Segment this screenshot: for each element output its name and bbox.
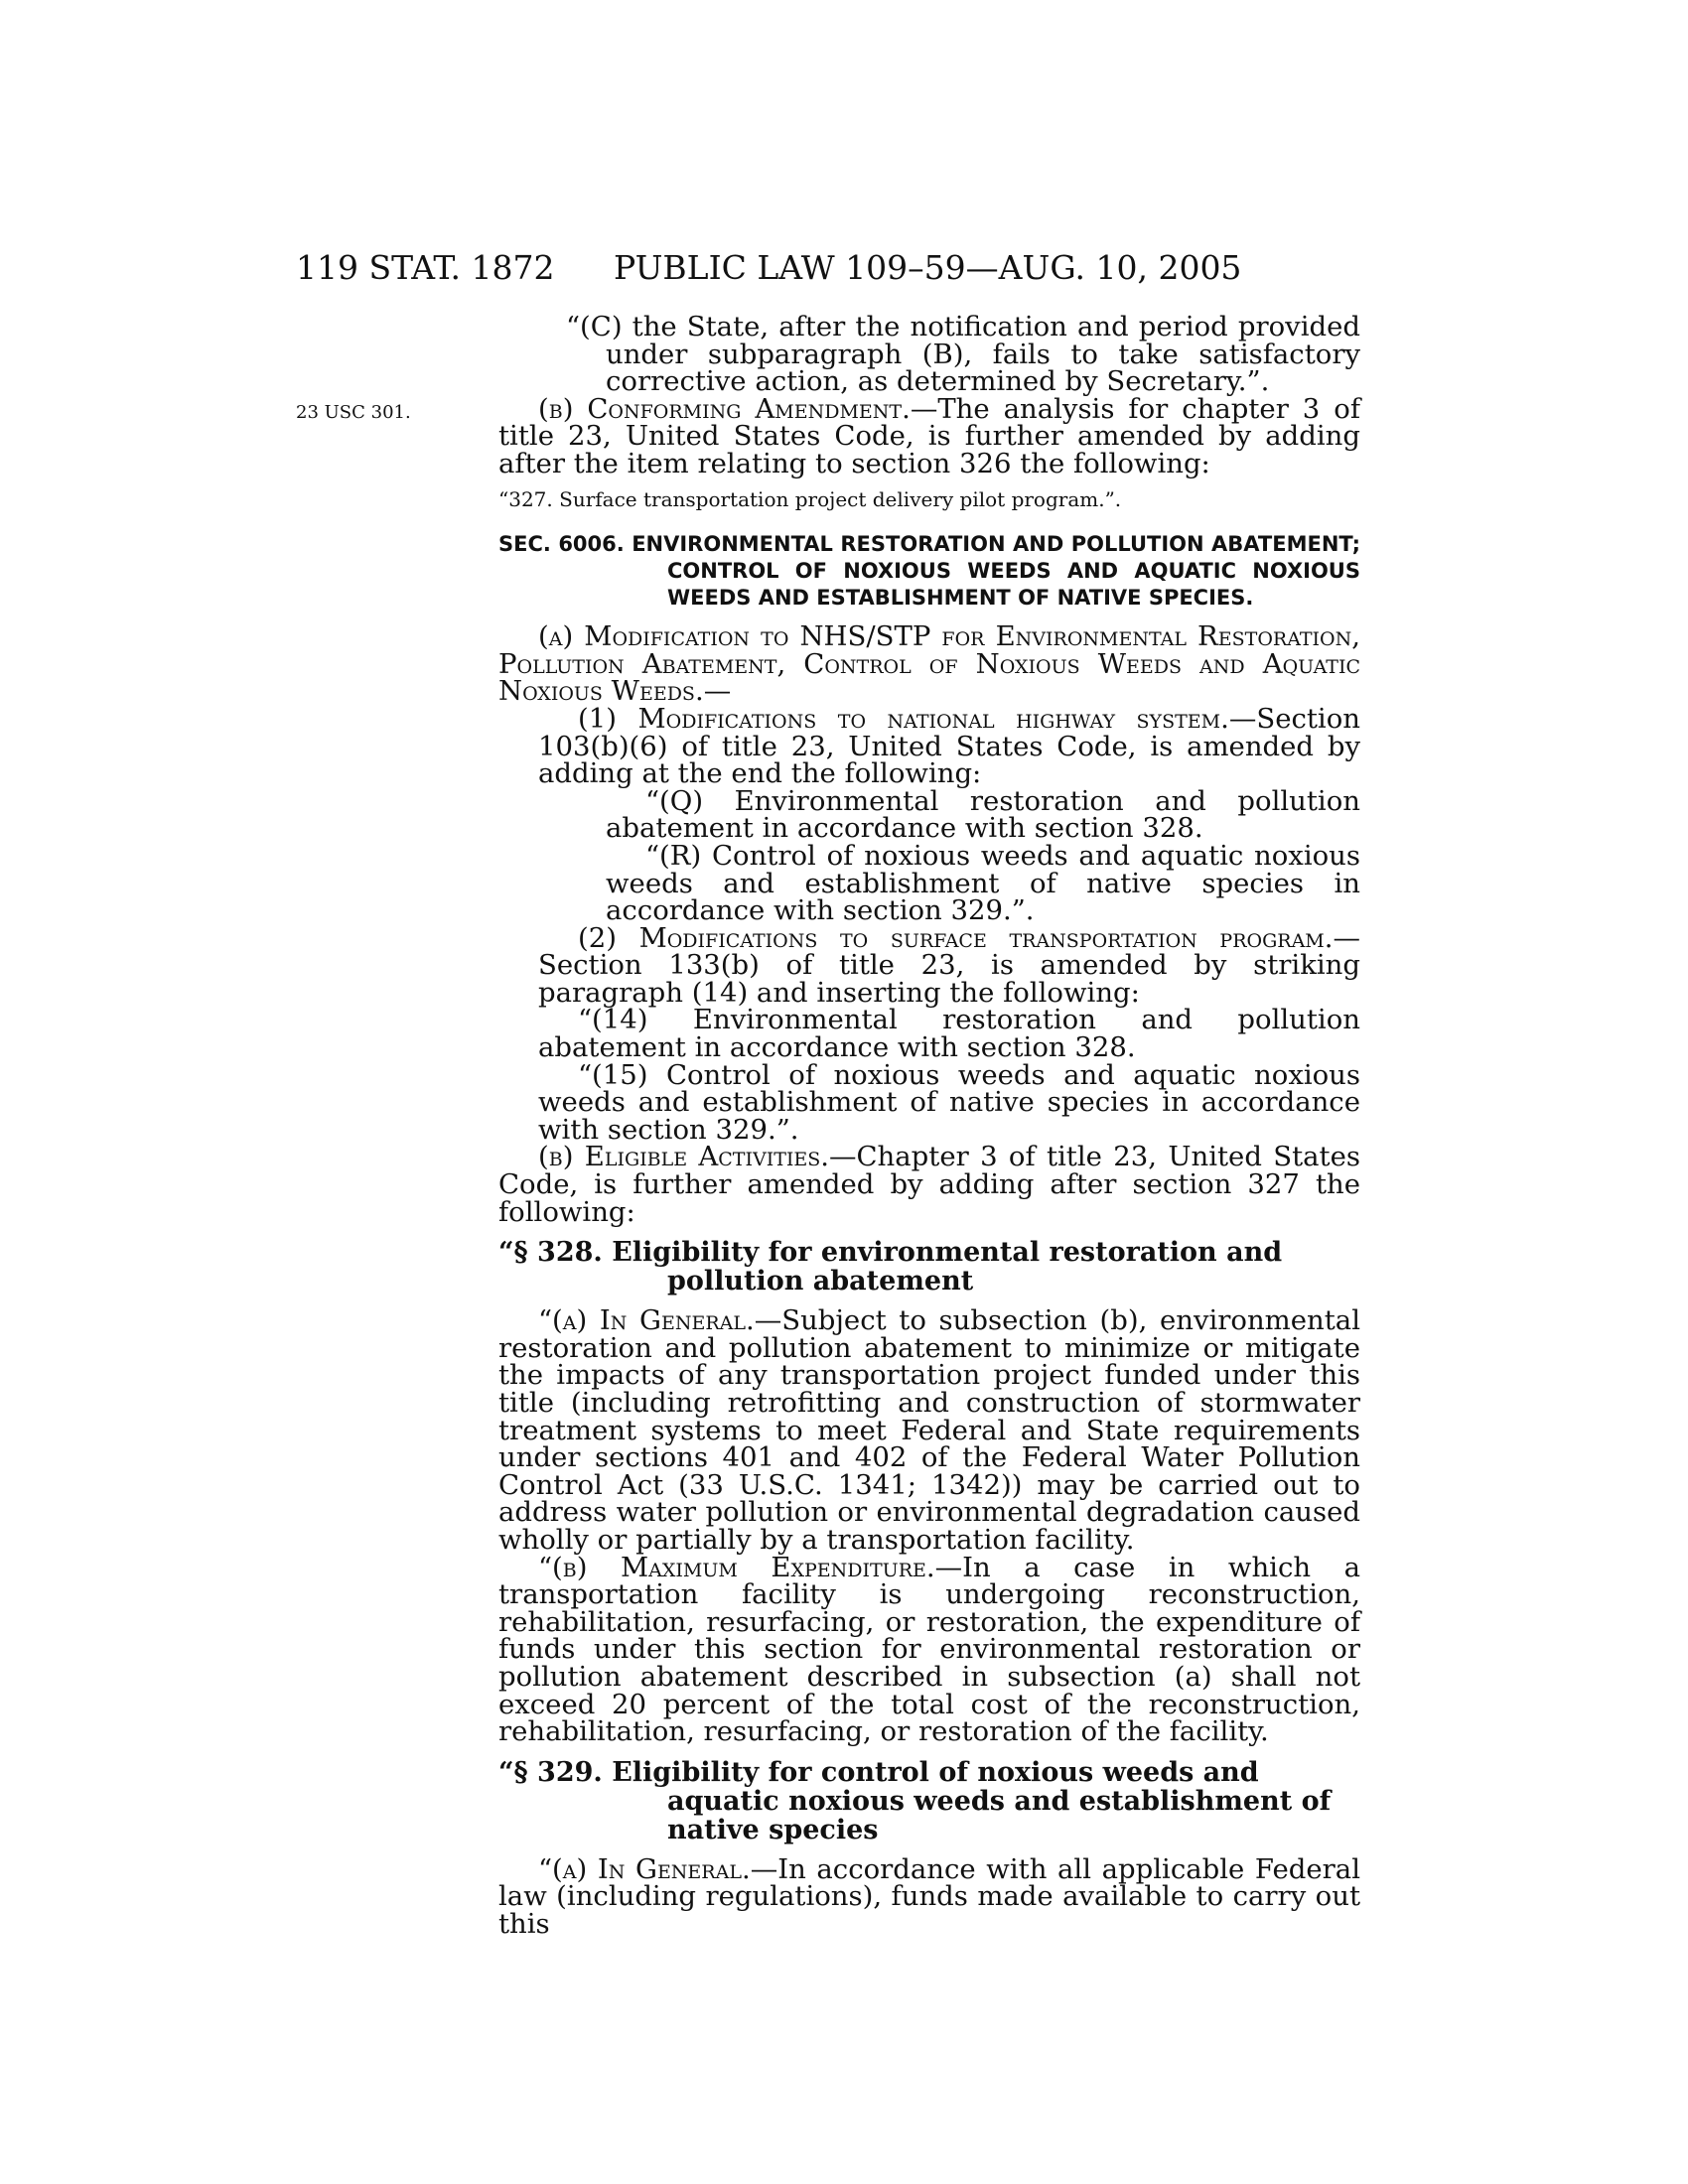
- section-329-subsection-a: [498, 1852, 1360, 1940]
- subsection-lead: (b) Conforming Amendment.: [538, 392, 911, 425]
- subsection-a: [498, 620, 1360, 708]
- subsection-lead: (a) Modification to NHS/STP for Environmental Restoration, Pollution Abatement, Control of Noxious Weeds and Aquatic Noxious Weeds.: [498, 620, 1360, 708]
- running-head-title: PUBLIC LAW 109–59—AUG. 10, 2005: [614, 248, 1242, 287]
- section-328-heading: “§ 328. Eligibility for environmental restoration and pollution abatement: [498, 1237, 1283, 1297]
- quoted-paragraph-15: “(15) Control of noxious weeds and aquatic noxious weeds and establishment of native species in accordance with section 329.”.: [538, 1058, 1360, 1146]
- section-328-subsection-a: [498, 1304, 1360, 1556]
- subsection-b: [498, 1141, 1360, 1228]
- quoted-subparagraph-q: “(Q) Environmental restoration and pollution abatement in accordance with section 328.: [606, 784, 1360, 845]
- paragraph-conforming-amendment: [498, 392, 1360, 479]
- paragraph-text: —Section 133(b) of title 23, is amended by striking paragraph (14) and inserting the following:: [538, 921, 1360, 1009]
- subsection-lead: “(b) Maximum Expenditure.: [538, 1551, 935, 1583]
- paragraph-lead: (2) Modifications to surface transportation program.: [578, 921, 1334, 954]
- running-head-stat: 119 STAT. 1872: [296, 248, 555, 287]
- toc-item: “327. Surface transportation project delivery pilot program.”.: [498, 486, 1122, 511]
- margin-note: 23 USC 301.: [296, 402, 411, 423]
- section-328-subsection-b: [498, 1551, 1361, 1748]
- subsection-text: —: [703, 675, 732, 708]
- subsection-text: —In a case in which a transportation facility is undergoing reconstruction, rehabilitation, resurfacing, or restoration, the expenditure of funds under this section for environmental restoration or pollution abatement described in subsection (a) shall not exceed 20 percent of the total cost of the reconstruction, rehabilitation, resurfacing, or restoration of the facility.: [498, 1551, 1361, 1748]
- paragraph-lead: (1) Modifications to national highway system.: [578, 702, 1229, 735]
- paragraph-text: —Section 103(b)(6) of title 23, United States Code, is amended by adding at the end the following:: [538, 702, 1360, 790]
- quoted-subparagraph-r: “(R) Control of noxious weeds and aquatic noxious weeds and establishment of native species in accordance with section 329.”.: [606, 839, 1360, 927]
- subsection-text: —Chapter 3 of title 23, United States Code, is further amended by adding after section 327 the following:: [498, 1141, 1360, 1228]
- section-329-heading: “§ 329. Eligibility for control of noxious weeds and aquatic noxious weeds and establishment of native species: [498, 1756, 1332, 1845]
- quoted-paragraph-14: “(14) Environmental restoration and pollution abatement in accordance with section 328.: [538, 1004, 1360, 1064]
- section-heading: SEC. 6006. ENVIRONMENTAL RESTORATION AND POLLUTION ABATEMENT; CONTROL OF NOXIOUS WEEDS AND AQUATIC NOXIOUS WEEDS AND ESTABLISHMENT OF NATIVE SPECIES.: [498, 532, 1360, 611]
- subsection-text: —In accordance with all applicable Federal law (including regulations), funds made available to carry out this: [498, 1852, 1360, 1940]
- subsection-text: —Subject to subsection (b), environmental restoration and pollution abatement to minimize or mitigate the impacts of any transportation project funded under this title (including retrofitting and construction of stormwater treatment systems to meet Federal and State requirements under sections 401 and 402 of the Federal Water Pollution Control Act (33 U.S.C. 1341; 1342)) may be carried out to address water pollution or environmental degradation caused wholly or partially by a transportation facility.: [498, 1304, 1360, 1556]
- subsection-lead: “(a) In General.: [538, 1852, 751, 1885]
- paragraph-1: [498, 702, 1360, 790]
- subsection-text: —The analysis for chapter 3 of title 23, United States Code, is further amended by adding after the item relating to section 326 the following:: [498, 392, 1360, 479]
- document-body: [498, 311, 1361, 1940]
- subsection-lead: (b) Eligible Activities.: [538, 1141, 830, 1173]
- paragraph-2: [498, 921, 1360, 1009]
- paragraph-c: “(C) the State, after the notification and period provided under subparagraph (B), fails to take satisfactory corrective action, as determined by Secretary.”.: [566, 311, 1360, 398]
- subsection-lead: “(a) In General.: [538, 1304, 755, 1337]
